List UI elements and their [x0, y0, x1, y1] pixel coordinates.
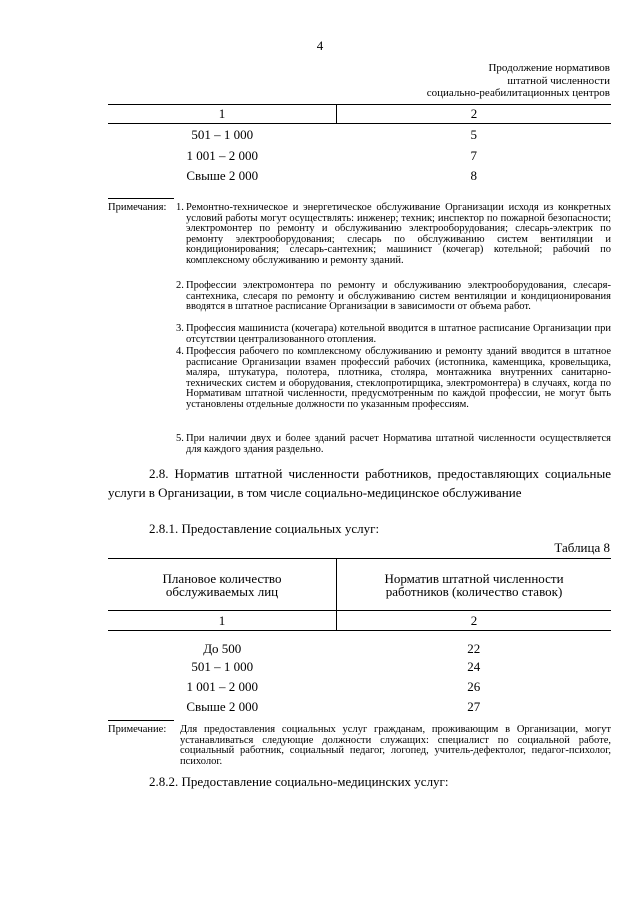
note-label: Примечание: — [108, 724, 167, 735]
footnote-divider — [108, 720, 174, 721]
value-cell: 27 — [467, 698, 481, 714]
note-item — [176, 280, 611, 313]
header-planned-quantity: Плановое количество обслуживаемых лиц — [108, 559, 337, 611]
value-cell: 8 — [470, 167, 477, 183]
note-text: Профессии электромонтера по ремонту и обслуживанию электрооборудования, слесаря-сантехника, слесаря по ремонту и обслуживанию систем вентиляции и кондиционирования вводятся в штатное расписание Организации в зависимости от объема работ. — [186, 280, 611, 313]
note-text: Профессия машиниста (кочегара) котельной вводится в штатное расписание Организации при отсутствии централизованного отопления. — [186, 323, 611, 345]
column-number: 2 — [337, 105, 612, 124]
table-row — [108, 124, 611, 146]
section-2-8-2-heading: 2.8.2. Предоставление социально-медицинских услуг: — [149, 774, 449, 789]
note-number: 4. — [176, 346, 184, 357]
range-cell: 1 001 – 2 000 — [186, 147, 258, 163]
value-cell: 24 — [467, 658, 481, 674]
continuation-line-1: Продолжение нормативов — [488, 62, 610, 74]
column-number-row — [108, 611, 611, 631]
range-cell: 1 001 – 2 000 — [186, 678, 258, 694]
note-item — [176, 202, 611, 267]
table-row — [108, 631, 611, 657]
column-number: 2 — [337, 611, 612, 631]
range-cell: Свыше 2 000 — [186, 698, 259, 714]
notes-label: Примечания: — [108, 202, 167, 213]
table-row — [108, 657, 611, 677]
table-8-label: Таблица 8 — [554, 540, 610, 555]
range-cell: 501 – 1 000 — [191, 126, 254, 142]
range-cell: 501 – 1 000 — [191, 658, 254, 674]
value-cell: 22 — [467, 640, 481, 656]
note-item — [176, 433, 611, 455]
value-cell: 26 — [467, 678, 481, 694]
staffing-table-continued — [108, 104, 611, 186]
table-row — [108, 677, 611, 697]
continuation-line-3: социально-реабилитационных центров — [426, 87, 610, 99]
note-number: 3. — [176, 323, 184, 334]
table-row — [108, 146, 611, 166]
page-number: 4 — [316, 38, 324, 53]
note-text: При наличии двух и более зданий расчет Норматива штатной численности осуществляется для каждого здания раздельно. — [186, 433, 611, 455]
section-2-8-1-heading: 2.8.1. Предоставление социальных услуг: — [149, 521, 380, 536]
table-header-row — [108, 559, 611, 611]
note-item — [176, 323, 611, 345]
continuation-line-2: штатной численности — [507, 75, 610, 87]
range-cell: До 500 — [203, 640, 242, 656]
section-2-8-paragraph: 2.8. Норматив штатной численности работников, предоставляющих социальные услуги в Организации, в том числе социально-медицинское обслуживание — [108, 466, 611, 500]
column-number: 1 — [108, 611, 337, 631]
value-cell: 7 — [470, 147, 477, 163]
header-staffing-norm: Норматив штатной численности работников (количество ставок) — [337, 559, 612, 611]
note-text: Профессия рабочего по комплексному обслуживанию и ремонту зданий вводится в штатное расписание Организации взамен профессий рабочих (истопника, каменщика, кровельщика, маляра, штукатура, полотера, плотника, столяра, монтажника внутренних санитарно-технических систем и оборудования, стеклопротирщика, электромонтера) в случаях, когда по Нормативам штатной численности, предусмотренным по каждой профессии, не могут быть установлены отдельные должности по указанным профессиям. — [186, 346, 611, 410]
value-cell: 5 — [470, 126, 477, 142]
note-number: 2. — [176, 280, 184, 291]
table-8 — [108, 558, 611, 717]
note-number: 1. — [176, 202, 184, 213]
note-text: Ремонтно-техническое и энергетическое обслуживание Организации исходя из конкретных условий работы могут осуществлять: инженер; техник; инспектор по пожарной безопасности; электромонтер по ремонту и обслуживанию электрооборудования; слесарь-электрик по ремонту электрооборудования; слесарь по обслуживанию систем вентиляции и кондиционирования; слесарь-сантехник; машинист (кочегар) котельной; рабочий по комплексному обслуживанию и ремонту зданий. — [186, 202, 611, 266]
range-cell: Свыше 2 000 — [186, 167, 259, 183]
footnote-divider — [108, 198, 174, 199]
note-item — [176, 346, 611, 411]
note-text: Для предоставления социальных услуг гражданам, проживающим в Организации, могут устанавливаться следующие должности служащих: специалист по социальной работе, социальный работник, социальный педагог, логопед, учитель-дефектолог, педагог-психолог, психолог. — [180, 724, 611, 767]
table-row — [108, 697, 611, 717]
note-number: 5. — [176, 433, 184, 444]
column-number-row — [108, 105, 611, 124]
table-row — [108, 166, 611, 186]
column-number: 1 — [108, 105, 337, 124]
